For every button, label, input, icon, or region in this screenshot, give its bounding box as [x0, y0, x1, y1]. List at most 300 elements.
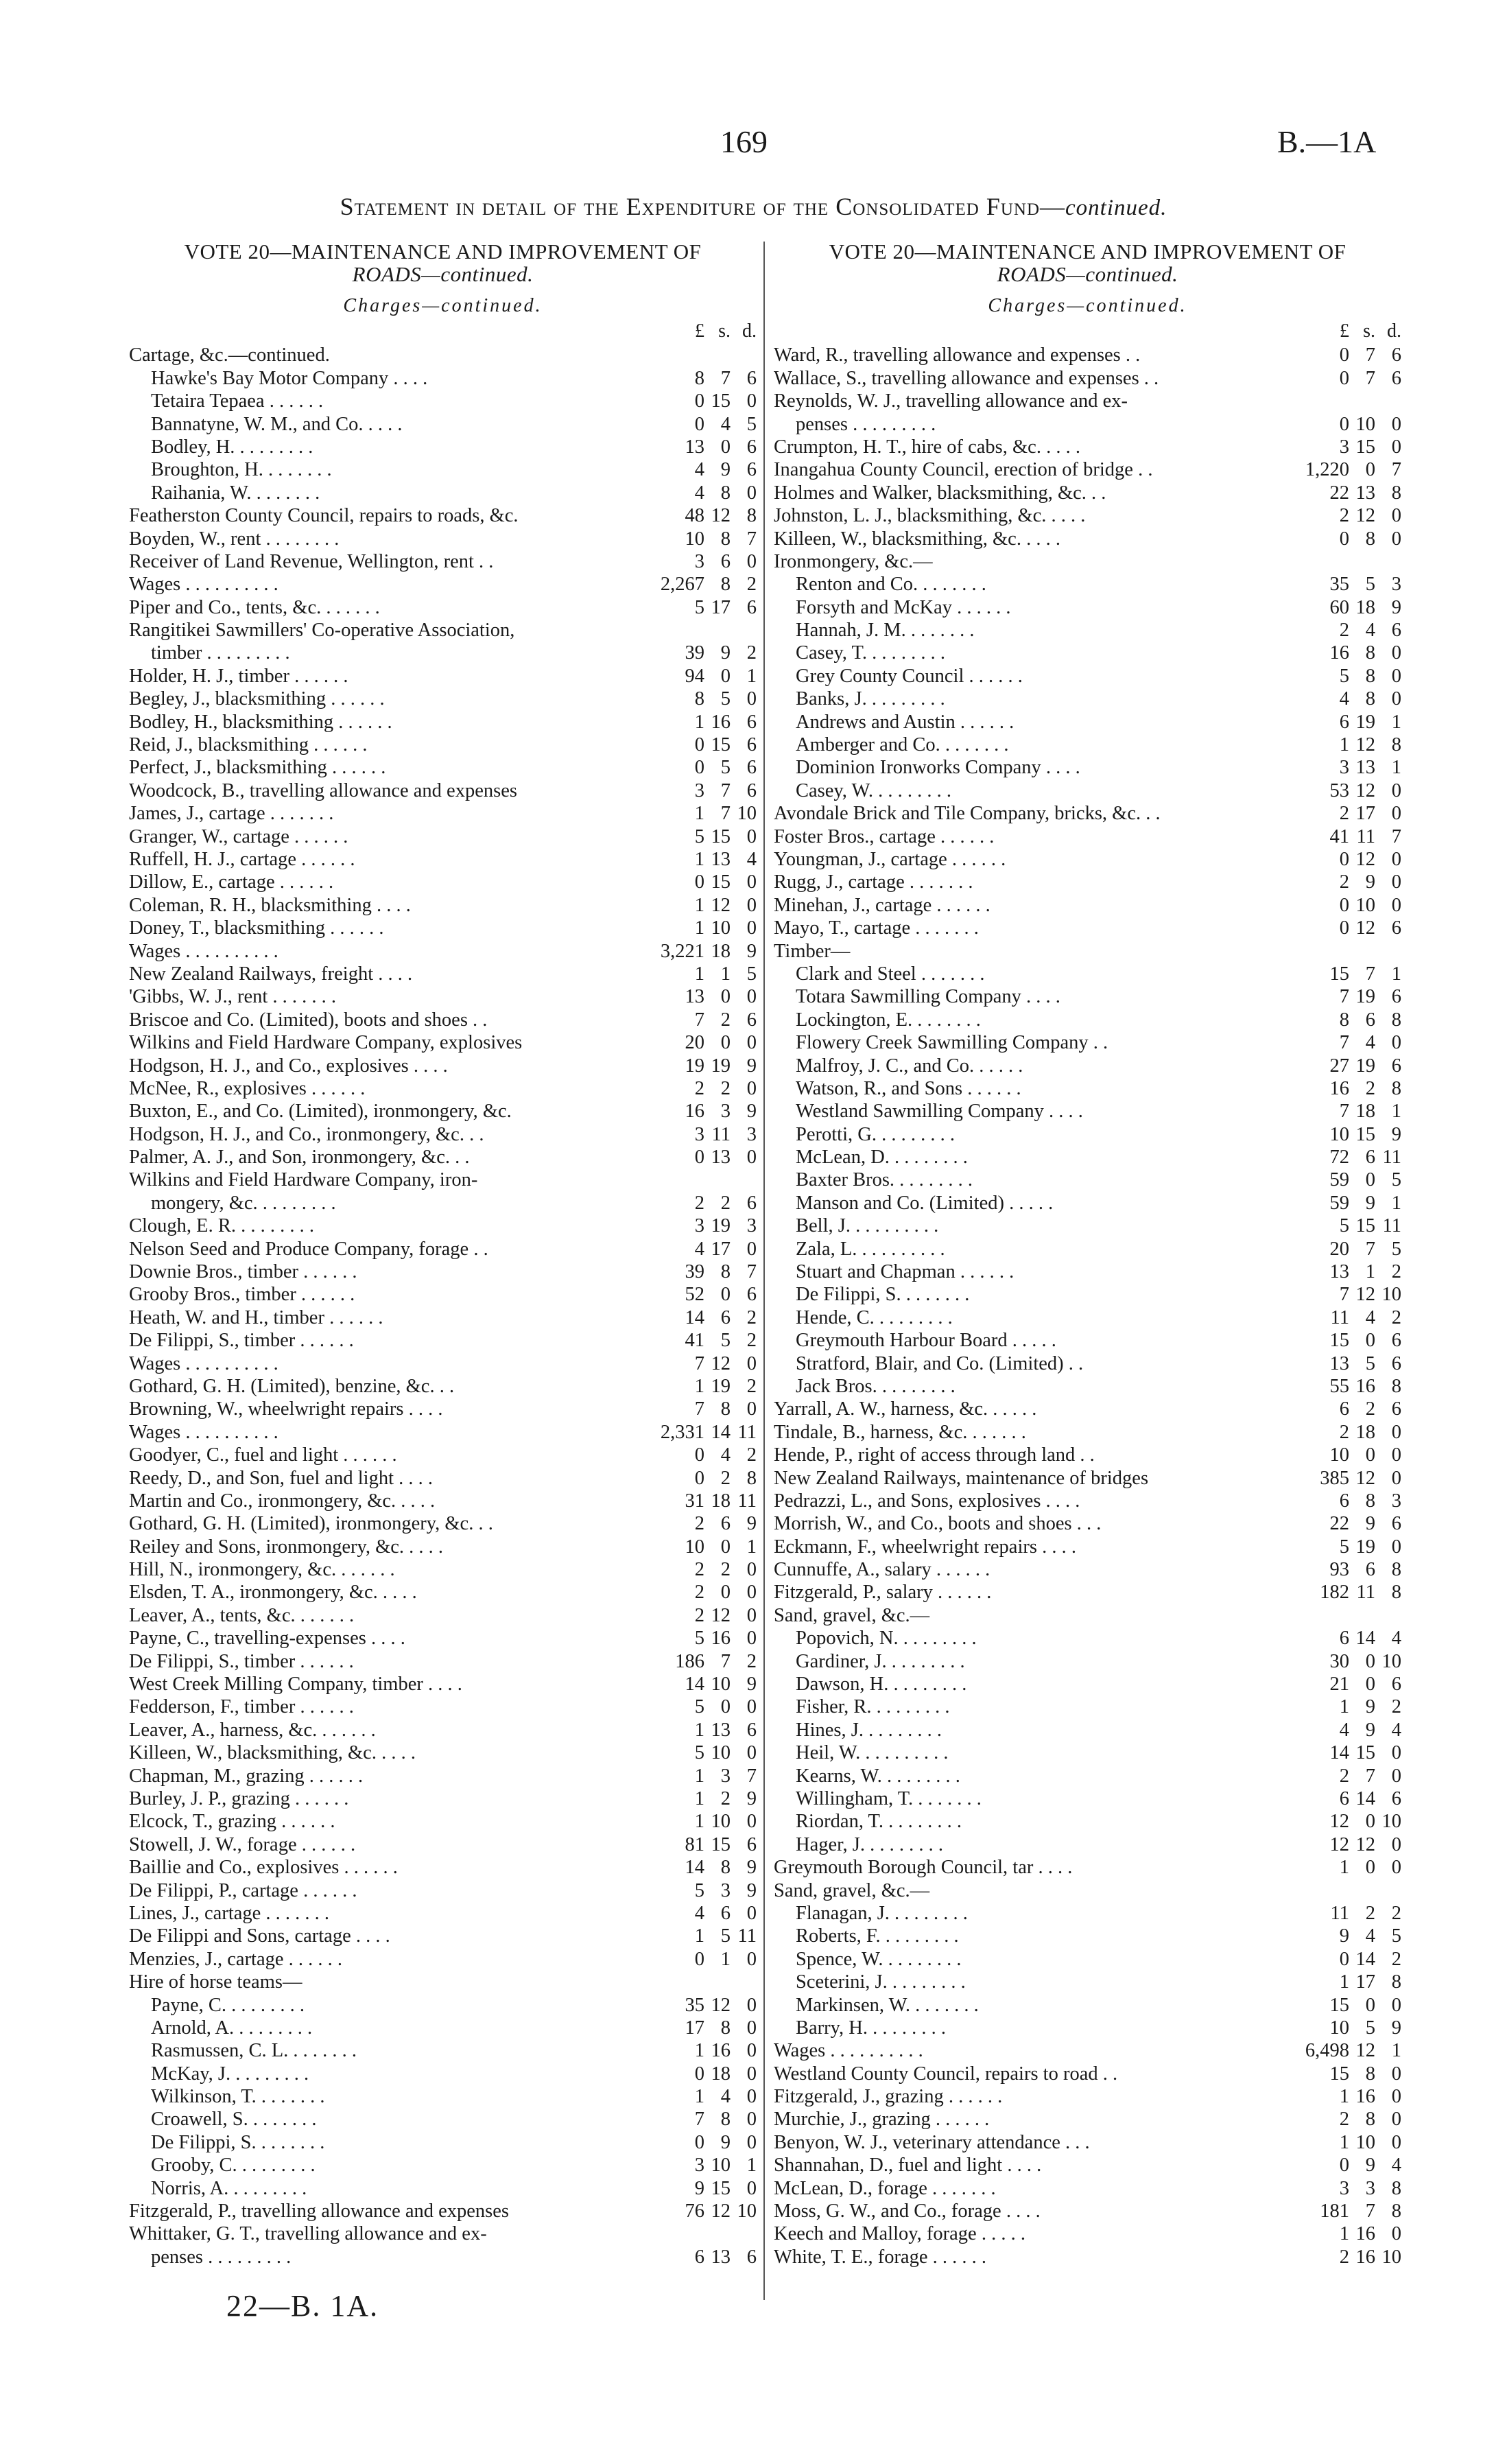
- shillings: 8: [720, 1261, 731, 1283]
- entry-text: Hines, J. . . . . . . . .: [796, 1719, 942, 1741]
- right-pence-header: d.: [1387, 320, 1401, 342]
- pounds: 2: [694, 1192, 704, 1214]
- pounds: 6: [1339, 711, 1349, 733]
- pence: 2: [746, 1306, 757, 1328]
- ledger-row: [129, 1971, 757, 1993]
- pence: 6: [746, 436, 757, 458]
- pounds: 17: [685, 2017, 704, 2039]
- entry-text: Minehan, J., cartage . . . . . .: [774, 894, 990, 916]
- ledger-row: [129, 1810, 757, 1833]
- entry-text: Barry, H. . . . . . . . .: [796, 2017, 946, 2039]
- ledger-row: [129, 1352, 757, 1375]
- ledger-row: [129, 1627, 757, 1650]
- pounds: 1: [694, 917, 704, 939]
- shillings: 17: [711, 1238, 731, 1260]
- shillings: 7: [1365, 1238, 1375, 1260]
- pounds: 39: [685, 1261, 704, 1283]
- ledger-row: [774, 802, 1401, 825]
- left-currency-header: [129, 320, 757, 342]
- pence: 0: [746, 986, 757, 1008]
- entry-text: Norris, A. . . . . . . . .: [151, 2177, 307, 2199]
- pence: 0: [746, 825, 757, 847]
- entry-text: Croawell, S. . . . . . . .: [151, 2109, 317, 2131]
- pounds: 12: [1329, 1811, 1349, 1833]
- entry-text: Fedderson, F., timber . . . . . .: [129, 1696, 354, 1718]
- entry-text: Pedrazzi, L., and Sons, explosives . . . .: [774, 1490, 1080, 1512]
- pence: 0: [1391, 1444, 1401, 1466]
- ledger-row: [774, 1856, 1401, 1879]
- ledger-row: [774, 550, 1401, 573]
- shillings: 0: [1365, 1994, 1375, 2016]
- pence: 10: [737, 2201, 757, 2222]
- ledger-row: [774, 573, 1401, 596]
- shillings: 18: [1355, 1101, 1375, 1123]
- pence: 6: [1391, 1398, 1401, 1420]
- pounds: [1288, 390, 1349, 412]
- right-vote-heading: [774, 240, 1401, 285]
- entry-text: penses . . . . . . . . .: [151, 2246, 292, 2268]
- ledger-row: [774, 2154, 1401, 2176]
- page-number: 169: [720, 124, 768, 159]
- entry-text: Hende, P., right of access through land . .: [774, 1444, 1095, 1466]
- entry-text: McLean, D. . . . . . . . .: [796, 1147, 968, 1169]
- pence: 2: [746, 1650, 757, 1672]
- shillings: 3: [720, 1101, 731, 1123]
- pence: 0: [1391, 848, 1401, 870]
- ledger-row: [774, 2039, 1401, 2062]
- ledger-row: [129, 413, 757, 436]
- ledger-row: [129, 1490, 757, 1512]
- entry-text: Leaver, A., harness, &c. . . . . . .: [129, 1719, 376, 1741]
- ledger-row: [129, 1283, 757, 1306]
- document-code: B.—1A: [1277, 124, 1377, 159]
- pounds: 14: [685, 1674, 704, 1696]
- entry-text: Timber—: [774, 940, 851, 962]
- pence: 10: [1381, 1284, 1401, 1306]
- ledger-row: [774, 1490, 1401, 1512]
- ledger-row: [129, 1833, 757, 1856]
- ledger-row: [129, 1146, 757, 1169]
- shillings: 7: [1365, 344, 1375, 366]
- pounds: 4: [694, 459, 704, 481]
- pounds: 2: [1339, 871, 1349, 893]
- ledger-row: [774, 1719, 1401, 1741]
- right-vote-line1: VOTE 20—MAINTENANCE AND IMPROVEMENT OF: [829, 239, 1346, 263]
- ledger-row: [774, 528, 1401, 550]
- pounds: 7: [694, 1352, 704, 1374]
- pounds: 35: [685, 1994, 704, 2016]
- ledger-row: [129, 1100, 757, 1123]
- shillings: 13: [711, 1719, 731, 1741]
- pounds: 5: [694, 1879, 704, 1901]
- entry-text: Wages . . . . . . . . . .: [774, 2040, 923, 2062]
- ledger-row: [129, 1192, 757, 1215]
- pounds: 0: [694, 871, 704, 893]
- pence: 5: [1391, 1925, 1401, 1947]
- pence: 0: [746, 1811, 757, 1833]
- ledger-row: [129, 871, 757, 893]
- shillings: 8: [1365, 665, 1375, 687]
- pence: 0: [746, 917, 757, 939]
- pounds: 55: [1329, 1375, 1349, 1397]
- pounds: 2: [694, 1559, 704, 1581]
- pence: 1: [1391, 2040, 1401, 2062]
- shillings: 10: [1355, 413, 1375, 435]
- pence: 6: [746, 1284, 757, 1306]
- pence: 4: [1391, 1628, 1401, 1650]
- pounds: 48: [685, 505, 704, 527]
- entry-text: Buxton, E., and Co. (Limited), ironmongery, &c.: [129, 1101, 512, 1123]
- pounds: 22: [1329, 1513, 1349, 1535]
- entry-text: Westland Sawmilling Company . . . .: [796, 1101, 1083, 1123]
- ledger-row: [774, 1971, 1401, 1993]
- shillings: 6: [720, 1306, 731, 1328]
- ledger-row: [129, 596, 757, 619]
- pounds: 21: [1329, 1674, 1349, 1696]
- pence: 0: [1391, 528, 1401, 550]
- entry-text: Stratford, Blair, and Co. (Limited) . .: [796, 1352, 1084, 1374]
- ledger-row: [774, 963, 1401, 985]
- shillings: 12: [1355, 734, 1375, 756]
- entry-text: Sand, gravel, &c.—: [774, 1879, 930, 1901]
- pounds: 10: [1329, 1444, 1349, 1466]
- ledger-row: [129, 2222, 757, 2245]
- ledger-row: [129, 344, 757, 366]
- entry-text: Gothard, G. H. (Limited), benzine, &c. . .: [129, 1375, 455, 1397]
- shillings: 1: [720, 1948, 731, 1970]
- ledger-row: [774, 825, 1401, 848]
- ledger-row: [129, 2246, 757, 2268]
- entry-text: West Creek Milling Company, timber . . . .: [129, 1674, 462, 1696]
- ledger-row: [774, 596, 1401, 619]
- shillings: [1349, 1879, 1375, 1902]
- shillings: 7: [1365, 2201, 1375, 2222]
- pence: 6: [1391, 986, 1401, 1008]
- pence: 0: [746, 2109, 757, 2131]
- ledger-row: [774, 1879, 1401, 1902]
- entry-text: mongery, &c. . . . . . . . .: [151, 1192, 336, 1214]
- pence: 0: [746, 1147, 757, 1169]
- pence: 10: [737, 803, 757, 825]
- pounds: 15: [1329, 1994, 1349, 2016]
- entry-text: Mayo, T., cartage . . . . . . .: [774, 917, 979, 939]
- shillings: [704, 1971, 731, 1993]
- pence: 10: [1381, 2246, 1401, 2268]
- ledger-row: [774, 1833, 1401, 1856]
- pence: 3: [746, 1123, 757, 1145]
- pounds: 27: [1329, 1055, 1349, 1077]
- entry-text: Baillie and Co., explosives . . . . . .: [129, 1857, 398, 1879]
- ledger-row: [774, 1169, 1401, 1191]
- ledger-row: [129, 2017, 757, 2039]
- pounds: 30: [1329, 1650, 1349, 1672]
- pence: 4: [746, 848, 757, 870]
- pence: [1375, 1879, 1401, 1902]
- pounds: 6,498: [1305, 2040, 1349, 2062]
- entry-text: penses . . . . . . . . .: [796, 413, 936, 435]
- pounds: 5: [694, 596, 704, 618]
- pence: 7: [1391, 825, 1401, 847]
- ledger-row: [774, 2108, 1401, 2131]
- entry-text: Sceterini, J. . . . . . . . .: [796, 1971, 966, 1993]
- shillings: 6: [1365, 1009, 1375, 1031]
- pence: 5: [746, 963, 757, 985]
- pence: 6: [1391, 1330, 1401, 1352]
- entry-text: Murchie, J., grazing . . . . . .: [774, 2109, 990, 2131]
- pence: 6: [1391, 1788, 1401, 1809]
- shillings: [1349, 1604, 1375, 1627]
- entry-text: Foster Bros., cartage . . . . . .: [774, 825, 995, 847]
- shillings: 13: [711, 2246, 731, 2268]
- left-vote-line2: ROADS—continued.: [352, 262, 534, 286]
- shillings: 0: [720, 1284, 731, 1306]
- pounds: [1288, 1879, 1349, 1902]
- entry-text: Gardiner, J. . . . . . . . .: [796, 1650, 965, 1672]
- entry-text: Wallace, S., travelling allowance and expenses . .: [774, 367, 1159, 389]
- pounds: 1: [694, 1719, 704, 1741]
- pounds: 1: [1339, 1857, 1349, 1879]
- pounds: 3: [1339, 2177, 1349, 2199]
- shillings: 12: [711, 505, 731, 527]
- shillings: 2: [720, 1788, 731, 1809]
- shillings: 8: [1365, 688, 1375, 710]
- pence: 0: [1391, 665, 1401, 687]
- ledger-row: [774, 1031, 1401, 1054]
- pounds: 10: [685, 1536, 704, 1558]
- shillings: 0: [720, 1536, 731, 1558]
- left-charges-text: Charges—continued.: [343, 295, 543, 316]
- entry-text: De Filippi, S., timber . . . . . .: [129, 1330, 354, 1352]
- ledger-row: [129, 1787, 757, 1810]
- pence: 6: [746, 2246, 757, 2268]
- pence: 6: [1391, 1674, 1401, 1696]
- ledger-row: [774, 1467, 1401, 1490]
- ledger-row: [129, 1055, 757, 1077]
- shillings: 12: [1355, 779, 1375, 801]
- column-divider: [763, 242, 765, 2300]
- ledger-row: [774, 1902, 1401, 1925]
- left-pounds-header: £: [695, 320, 704, 342]
- ledger-row: [774, 458, 1401, 481]
- entry-text: Benyon, W. J., veterinary attendance . . .: [774, 2131, 1090, 2153]
- pence: 4: [1391, 2155, 1401, 2176]
- pence: 7: [746, 1261, 757, 1283]
- entry-text: White, T. E., forage . . . . . .: [774, 2246, 986, 2268]
- shillings: 19: [1355, 1055, 1375, 1077]
- ledger-row: [774, 1696, 1401, 1718]
- shillings: 1: [720, 963, 731, 985]
- ledger-row: [129, 458, 757, 481]
- ledger-row: [774, 1787, 1401, 1810]
- pence: 0: [746, 1352, 757, 1374]
- entry-text: Ward, R., travelling allowance and expenses . .: [774, 344, 1141, 366]
- pence: 4: [1391, 1719, 1401, 1741]
- pence: 9: [746, 1513, 757, 1535]
- pence: 0: [746, 894, 757, 916]
- ledger-row: [129, 2108, 757, 2131]
- entry-text: Hodgson, H. J., and Co., explosives . . . .: [129, 1055, 448, 1077]
- pounds: 3: [1339, 436, 1349, 458]
- pence: [731, 619, 757, 642]
- pence: 6: [1391, 1352, 1401, 1374]
- ledger-row: [774, 1398, 1401, 1420]
- ledger-row: [774, 1077, 1401, 1100]
- pence: 6: [746, 459, 757, 481]
- shillings: 7: [720, 367, 731, 389]
- pence: 6: [746, 1833, 757, 1855]
- shillings: 0: [1365, 1330, 1375, 1352]
- shillings: 0: [1365, 1169, 1375, 1191]
- entry-text: Heath, W. and H., timber . . . . . .: [129, 1306, 383, 1328]
- pence: 0: [746, 1604, 757, 1626]
- shillings: 3: [720, 1765, 731, 1787]
- shillings: 8: [1365, 642, 1375, 664]
- pounds: 0: [694, 2063, 704, 2085]
- shillings: [1349, 390, 1375, 412]
- pounds: 6: [1339, 1398, 1349, 1420]
- shillings: 7: [1365, 367, 1375, 389]
- pence: 0: [1391, 1032, 1401, 1054]
- pounds: 1: [694, 1788, 704, 1809]
- entry-text: Forsyth and McKay . . . . . .: [796, 596, 1011, 618]
- pounds: [643, 2222, 704, 2245]
- ledger-row: [129, 985, 757, 1008]
- pence: 8: [1391, 1077, 1401, 1099]
- shillings: 15: [1355, 1742, 1375, 1764]
- pounds: 20: [1329, 1238, 1349, 1260]
- ledger-row: [774, 1375, 1401, 1398]
- entry-text: Featherston County Council, repairs to roads, &c.: [129, 505, 519, 527]
- pence: 9: [746, 1674, 757, 1696]
- right-currency-header: [774, 320, 1401, 342]
- ledger-row: [129, 1306, 757, 1329]
- pounds: 1: [694, 711, 704, 733]
- entry-text: Keech and Malloy, forage . . . . .: [774, 2223, 1025, 2245]
- entry-text: New Zealand Railways, freight . . . .: [129, 963, 413, 985]
- pence: 1: [1391, 1192, 1401, 1214]
- shillings: [704, 1169, 731, 1191]
- pounds: 20: [685, 1032, 704, 1054]
- entry-text: Bell, J. . . . . . . . . .: [796, 1215, 939, 1237]
- ledger-row: [129, 2154, 757, 2176]
- ledger-row: [774, 390, 1401, 412]
- pence: 6: [746, 596, 757, 618]
- shillings: 7: [720, 803, 731, 825]
- pounds: 4: [1339, 1719, 1349, 1741]
- pence: 0: [1391, 1467, 1401, 1489]
- pounds: 59: [1329, 1169, 1349, 1191]
- ledger-row: [129, 1741, 757, 1764]
- ledger-row: [774, 1283, 1401, 1306]
- ledger-row: [129, 2200, 757, 2222]
- pence: 6: [746, 367, 757, 389]
- ledger-row: [774, 734, 1401, 756]
- pounds: 3: [1339, 757, 1349, 779]
- ledger-row: [774, 2017, 1401, 2039]
- shillings: [704, 619, 731, 642]
- entry-text: Briscoe and Co. (Limited), boots and shoes . .: [129, 1009, 488, 1031]
- pounds: 7: [1339, 1101, 1349, 1123]
- pence: 6: [746, 779, 757, 801]
- pence: 2: [1391, 1261, 1401, 1283]
- pence: 8: [746, 505, 757, 527]
- ledger-row: [129, 665, 757, 688]
- pounds: 31: [685, 1490, 704, 1512]
- ledger-row: [774, 436, 1401, 458]
- ledger-row: [129, 1719, 757, 1741]
- pence: 2: [1391, 1948, 1401, 1970]
- ledger-row: [129, 1604, 757, 1627]
- pounds: 1: [694, 2086, 704, 2108]
- pence: 0: [1391, 505, 1401, 527]
- entry-text: Spence, W. . . . . . . . .: [796, 1948, 962, 1970]
- shillings: 9: [1365, 1513, 1375, 1535]
- pounds: 1: [694, 803, 704, 825]
- entry-text: Markinsen, W. . . . . . . .: [796, 1994, 979, 2016]
- pounds: 2: [1339, 803, 1349, 825]
- shillings: 8: [720, 482, 731, 504]
- pounds: 9: [1339, 1925, 1349, 1947]
- entry-text: Heil, W. . . . . . . . . .: [796, 1742, 949, 1764]
- pence: 9: [746, 940, 757, 962]
- pounds: 59: [1329, 1192, 1349, 1214]
- ledger-row: [129, 1031, 757, 1054]
- pence: 6: [1391, 1055, 1401, 1077]
- pounds: 5: [1339, 665, 1349, 687]
- pence: 0: [746, 2131, 757, 2153]
- ledger-row: [774, 1306, 1401, 1329]
- entry-text: Fitzgerald, J., grazing . . . . . .: [774, 2086, 1003, 2108]
- pounds: 1: [694, 894, 704, 916]
- pounds: 12: [1329, 1833, 1349, 1855]
- shillings: 7: [720, 1650, 731, 1672]
- pounds: 1: [1339, 734, 1349, 756]
- pence: 0: [1391, 1765, 1401, 1787]
- shillings: 6: [1365, 1559, 1375, 1581]
- shillings: 0: [1365, 1650, 1375, 1672]
- entry-text: Avondale Brick and Tile Company, bricks, &c. . .: [774, 803, 1161, 825]
- ledger-row: [129, 1765, 757, 1787]
- entry-text: Doney, T., blacksmithing . . . . . .: [129, 917, 384, 939]
- ledger-row: [129, 1536, 757, 1558]
- ledger-row: [129, 504, 757, 527]
- shillings: 2: [720, 1467, 731, 1489]
- pounds: 4: [694, 1238, 704, 1260]
- pence: 9: [1391, 1123, 1401, 1145]
- shillings: 5: [1365, 2017, 1375, 2039]
- pence: 0: [746, 1948, 757, 1970]
- ledger-row: [129, 1375, 757, 1398]
- shillings: [1349, 940, 1375, 963]
- entry-text: Lines, J., cartage . . . . . . .: [129, 1902, 330, 1924]
- pence: [731, 1169, 757, 1191]
- pence: [1375, 1604, 1401, 1627]
- entry-text: Baxter Bros. . . . . . . . .: [796, 1169, 973, 1191]
- pounds: 5: [1339, 1536, 1349, 1558]
- ledger-row: [129, 825, 757, 848]
- ledger-row: [774, 1810, 1401, 1833]
- shillings: 0: [1365, 1444, 1375, 1466]
- pence: 0: [1391, 894, 1401, 916]
- left-pence-header: d.: [742, 320, 757, 342]
- entry-text: De Filippi, S. . . . . . . .: [151, 2131, 325, 2153]
- shillings: 16: [1355, 2246, 1375, 2268]
- pounds: 14: [1329, 1742, 1349, 1764]
- pounds: 186: [675, 1650, 704, 1672]
- right-shillings-header: s.: [1363, 320, 1375, 342]
- entry-text: Lockington, E. . . . . . . .: [796, 1009, 981, 1031]
- right-column: [774, 240, 1401, 2268]
